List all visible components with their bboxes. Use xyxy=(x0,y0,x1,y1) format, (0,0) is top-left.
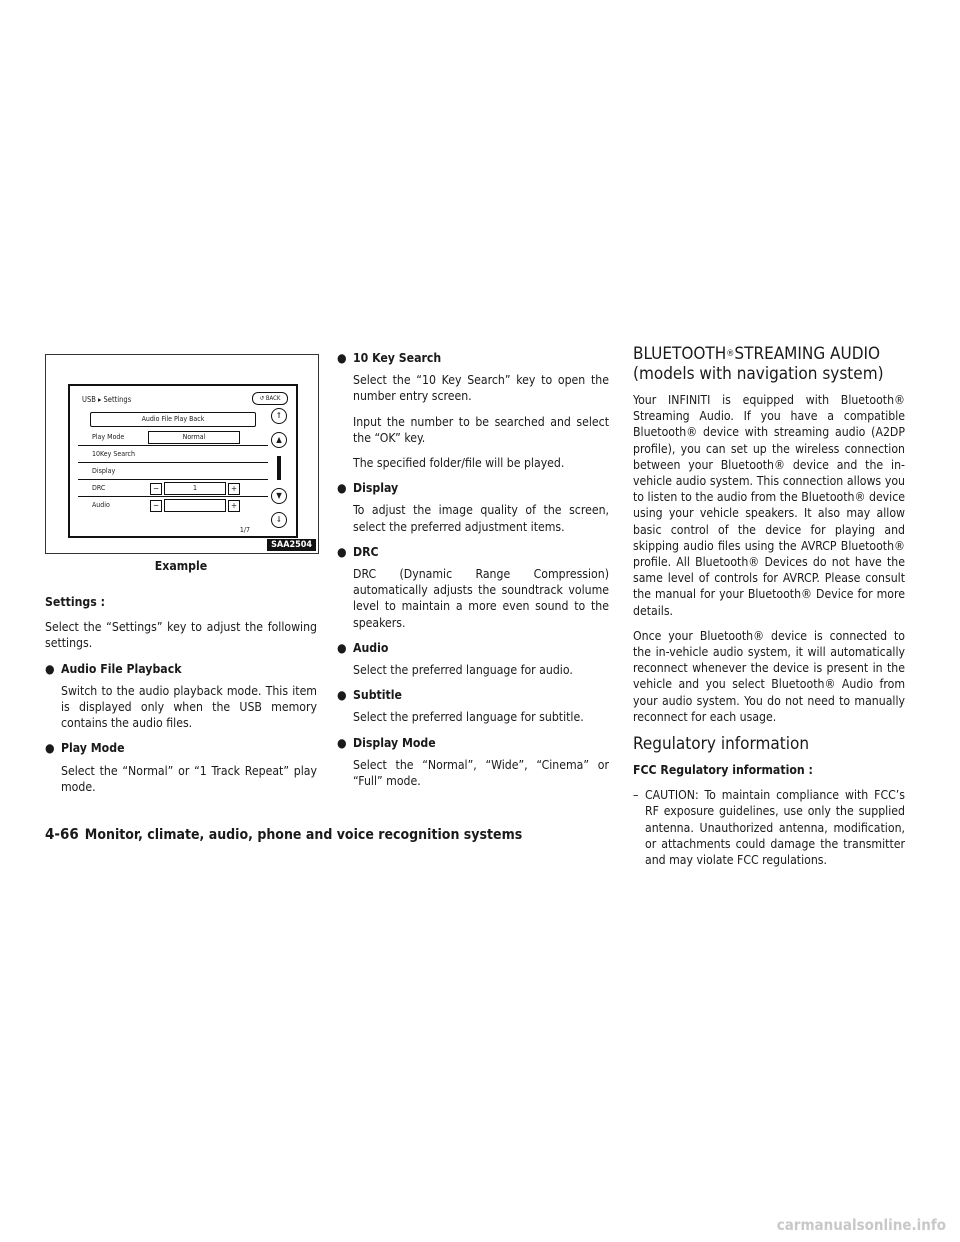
menu-row-drc: DRC − 1 + xyxy=(78,480,268,497)
scroll-up-icon: ▲ xyxy=(271,432,287,448)
display-para: To adjust the image quality of the screen, select the preferred adjustment items. xyxy=(353,503,609,534)
display-mode-para: Select the “Normal”, “Wide”, “Cinema” or “Full” mode. xyxy=(353,757,609,789)
scrollbar xyxy=(270,408,288,528)
menu-row-play-mode: Play Mode Normal xyxy=(78,429,268,446)
screen-title: USB ▸ Settings xyxy=(82,395,132,404)
bullet-icon: ● xyxy=(337,544,347,559)
bullet-icon: ● xyxy=(45,741,55,756)
column-3 xyxy=(633,344,905,868)
play-mode-text: Select the “Normal” or “1 Track Repeat” play mode. xyxy=(61,763,317,794)
caution-item: – CAUTION: To maintain compliance with FCC’s RF exposure guidelines, use only the supplied antenna. Unauthorized antenna, modification, or attachments could damage the transmitter and may violate FCC regulations. xyxy=(633,788,905,868)
figure-caption: Example xyxy=(154,559,208,573)
audio-file-playback-text: Switch to the audio playback mode. This item is displayed only when the USB memory contains the audio files. xyxy=(61,683,317,731)
minus-icon: − xyxy=(150,500,162,512)
bluetooth-para-2: Once your Bluetooth® device is connected to the in-vehicle audio system, it will automatically reconnect whenever the device is present in the vehicle and you select Bluetooth® Audio from your audio system. You do not need to manually reconnect for each usage. xyxy=(633,628,905,724)
scroll-bottom-icon: ⇓ xyxy=(271,512,287,528)
back-arrow-icon: ↺ xyxy=(259,395,265,402)
minus-icon: − xyxy=(150,483,162,495)
watermark: carmanualsonline.info xyxy=(776,1216,946,1234)
bullet-drc: ● DRC xyxy=(337,544,379,559)
settings-heading: Settings : xyxy=(45,595,105,609)
column-2 xyxy=(337,350,609,798)
bullet-display-mode: ● Display Mode xyxy=(337,735,436,750)
ten-key-para-1: Select the “10 Key Search” key to open the number entry screen. xyxy=(353,373,609,404)
plus-icon: + xyxy=(228,483,240,495)
back-button: ↺ BACK xyxy=(252,392,288,405)
settings-intro: Select the “Settings” key to adjust the following settings. xyxy=(45,620,317,651)
page-footer xyxy=(45,825,522,843)
play-mode-value: Normal xyxy=(148,431,240,444)
audio-para: Select the preferred language for audio. xyxy=(353,663,573,678)
bullet-icon: ● xyxy=(337,735,347,750)
menu-header-row: Audio File Play Back xyxy=(78,410,268,429)
menu-row-display: Display xyxy=(78,463,268,480)
bullet-audio: ● Audio xyxy=(337,640,389,655)
bullet-icon: ● xyxy=(337,351,347,365)
plus-icon: + xyxy=(228,500,240,512)
section-title: Monitor, climate, audio, phone and voice recognition systems xyxy=(84,827,523,843)
bullet-subtitle: ● Subtitle xyxy=(337,688,402,703)
scroll-thumb xyxy=(277,456,281,480)
drc-para: DRC (Dynamic Range Compression) automatically adjusts the soundtrack volume level to maintain a more even sound to the speakers. xyxy=(353,567,609,630)
scroll-down-icon: ▼ xyxy=(271,488,287,504)
fcc-subheading: FCC Regulatory information : xyxy=(633,763,813,778)
column-1 xyxy=(45,594,317,804)
ten-key-para-2: Input the number to be searched and select the “OK” key. xyxy=(353,414,609,445)
bullet-audio-file-playback: ● Audio File Playback xyxy=(45,661,182,676)
bullet-icon: ● xyxy=(337,481,347,496)
bullet-icon: ● xyxy=(337,688,347,703)
drc-value: 1 xyxy=(164,482,226,495)
menu-row-audio: Audio − + xyxy=(78,497,268,513)
menu-row-10key-search: 10Key Search xyxy=(78,446,268,463)
bullet-display: ● Display xyxy=(337,481,399,496)
bluetooth-para-1: Your INFINITI is equipped with Bluetooth® Streaming Audio. If you have a compatible Bluetooth® device with streaming audio (A2DP profile), you can set up the wireless connection between your Bluetooth® device and the in-vehicle audio system. This connection allows you to listen to the audio from the Bluetooth® device using your vehicle speakers. It also may allow basic control of the device for playing and skipping audio files using the AVRCP Bluetooth® profile. All Bluetooth® Devices do not have the same level of controls for AVRCP. Please consult the manual for your Bluetooth® Device for more details. xyxy=(633,393,905,618)
settings-menu xyxy=(78,410,268,513)
bluetooth-heading: BLUETOOTH®STREAMING AUDIO (models with navigation system) xyxy=(633,344,884,384)
scroll-top-icon: ⇑ xyxy=(271,408,287,424)
figure-code: SAA2504 xyxy=(267,539,316,551)
bullet-icon: ● xyxy=(337,640,347,655)
example-figure xyxy=(45,354,319,554)
ten-key-para-3: The specified folder/file will be played. xyxy=(353,456,565,471)
bullet-play-mode: ● Play Mode xyxy=(45,741,125,756)
audio-value xyxy=(164,499,226,512)
bullet-icon: ● xyxy=(45,661,55,676)
page-indicator: 1/7 xyxy=(239,526,250,534)
bullet-10-key-search: ● 10 Key Search xyxy=(337,351,442,365)
page-number: 4-66 xyxy=(45,825,79,843)
usb-settings-screen xyxy=(68,384,298,538)
subtitle-para: Select the preferred language for subtitle. xyxy=(353,710,584,725)
regulatory-heading: Regulatory information xyxy=(633,734,810,755)
